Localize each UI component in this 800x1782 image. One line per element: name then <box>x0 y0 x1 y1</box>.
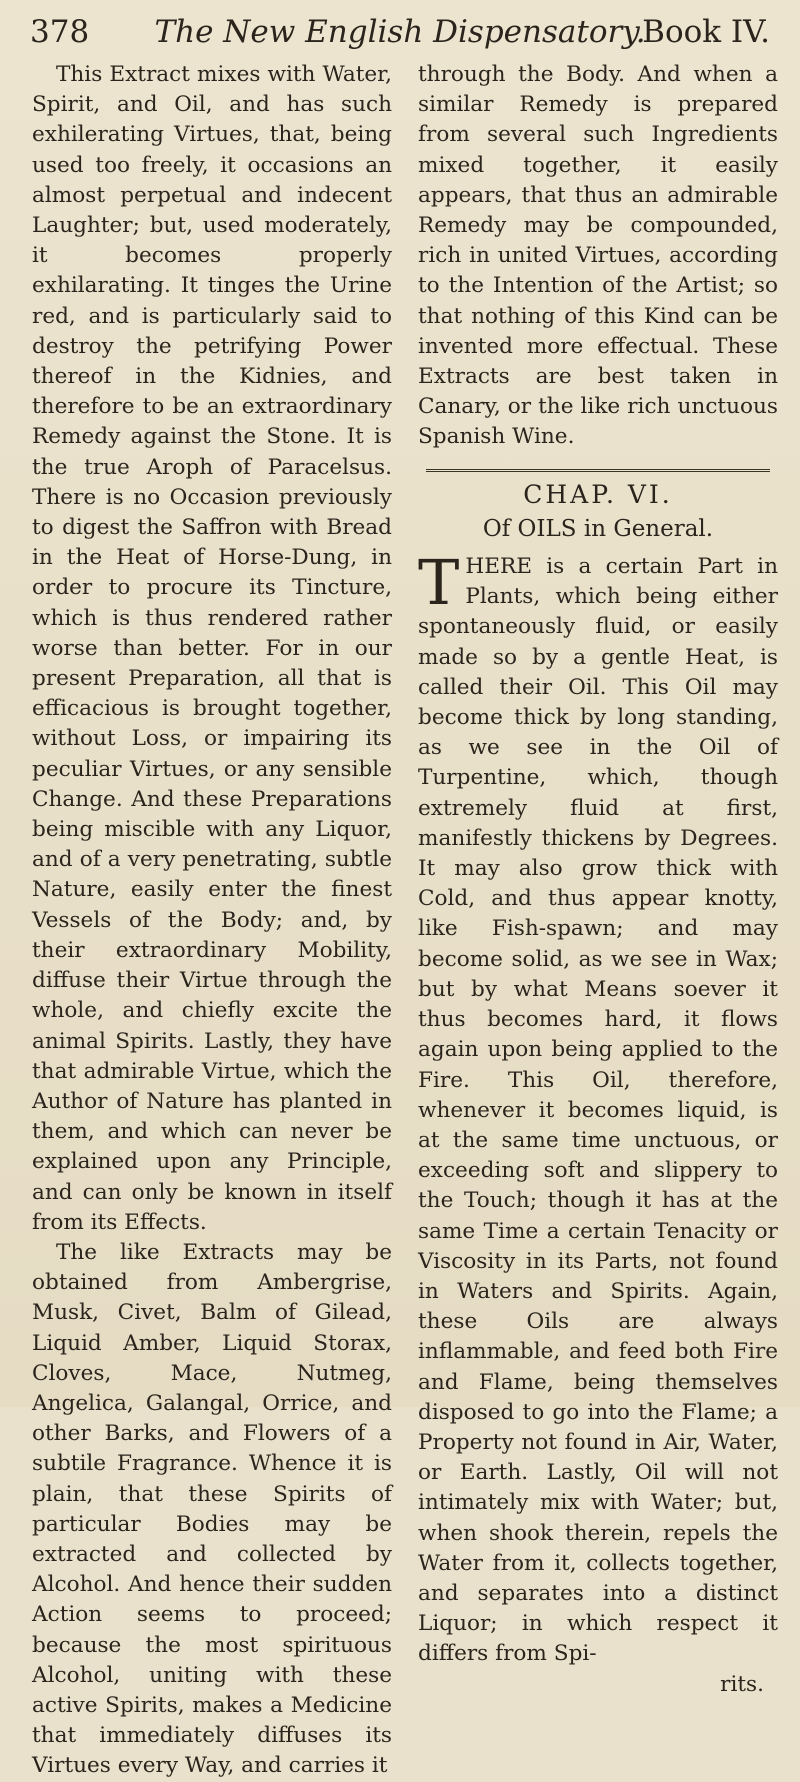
book-label: Book IV. <box>642 14 770 50</box>
paragraph-text: HERE is a certain Part in Plants, which being either spontaneously fluid, or easily made so by a gentle Heat, is called their Oil. This Oil may become thick by long standing, as we see in the Oil of Turpentine, which, though extremely fluid at first, manifestly thickens by Degrees. It may also grow thick with Cold, and thus appear knotty, like Fish-spawn; and may become solid, as we see in Wax; but by what Means soever it thus becomes hard, it flows again upon being applied to the Fire. This Oil, therefore, whenever it becomes liquid, is at the same time unctuous, or exceeding soft and slippery to the Touch; though it has at the same Time a certain Tenacity or Viscosity in its Parts, not found in Waters and Spirits. Again, these Oils are always inflammable, and feed both Fire and Flame, being themselves disposed to go into the Flame; a Property not found in Air, Water, or Earth. Lastly, Oil will not intimately mix with Water; but, when shook therein, repels the Water from it, collects together, and separates into a distinct Liquor; in which respect it differs from Spi- <box>418 554 778 1667</box>
left-column <box>32 60 392 1782</box>
chapter-title: CHAP. VI. <box>523 479 673 509</box>
drop-cap: T <box>418 546 460 620</box>
catchword: rits. <box>720 1671 764 1697</box>
page-number: 378 <box>30 14 90 50</box>
paragraph: This Extract mixes with Water, Spirit, and Oil, and has such exhilerating Virtues, that, being used too freely, it occasions an almost perpetual and indecent Laughter; but, used moderately, it becomes properly exhilarating. It tinges the Urine red, and is particularly said to destroy the petrifying Power thereof in the Kidnies, and therefore to be an extraordinary Remedy against the Stone. It is the true Aroph of Paracelsus. There is no Occasion previously to digest the Saffron with Bread in the Heat of Horse-Dung, in order to procure its Tincture, which is thus rendered rather worse than better. For in our present Preparation, all that is efficacious is brought together, without Loss, or impairing its peculiar Virtues, or any sensible Change. And these Preparations being miscible with any Liquor, and of a very penetrating, subtle Nature, easily enter the finest Vessels of the Body; and, by their extraordinary Mobility, diffuse their Virtue through the whole, and chiefly excite the animal Spirits. Lastly, they have that admirable Virtue, which the Author of Nature has planted in them, and which can never be explained upon any Principle, and can only be known in itself from its Effects. <box>32 62 392 1235</box>
chapter-subtitle: Of OILS in General. <box>482 515 714 542</box>
running-header <box>30 8 770 56</box>
right-column <box>418 60 778 1700</box>
paragraph: through the Body. And when a similar Remedy is prepared from several such Ingredients mixed together, it easily appears, that thus an admirable Remedy may be compounded, rich in united Virtues, according to the Intention of the Artist; so that nothing of this Kind can be invented more effectual. These Extracts are best taken in Canary, or the like rich unctuous Spanish Wine. <box>418 62 778 450</box>
paragraph: The like Extracts may be obtained from Ambergrise, Musk, Civet, Balm of Gilead, Liquid Amber, Liquid Storax, Cloves, Mace, Nutmeg, Angelica, Galangal, Orrice, and other Barks, and Flowers of a subtile Fragrance. Whence it is plain, that these Spirits of particular Bodies may be extracted and collected by Alcohol. And hence their sudden Action seems to proceed; because the most spirituous Alcohol, uniting with these active Spirits, makes a Medicine that immediately diffuses its Virtues every Way, and carries it <box>32 1239 392 1779</box>
running-title: The New English Dispensatory. <box>154 14 646 50</box>
chapter-opening-paragraph <box>418 546 778 1670</box>
chapter-divider <box>426 469 770 472</box>
